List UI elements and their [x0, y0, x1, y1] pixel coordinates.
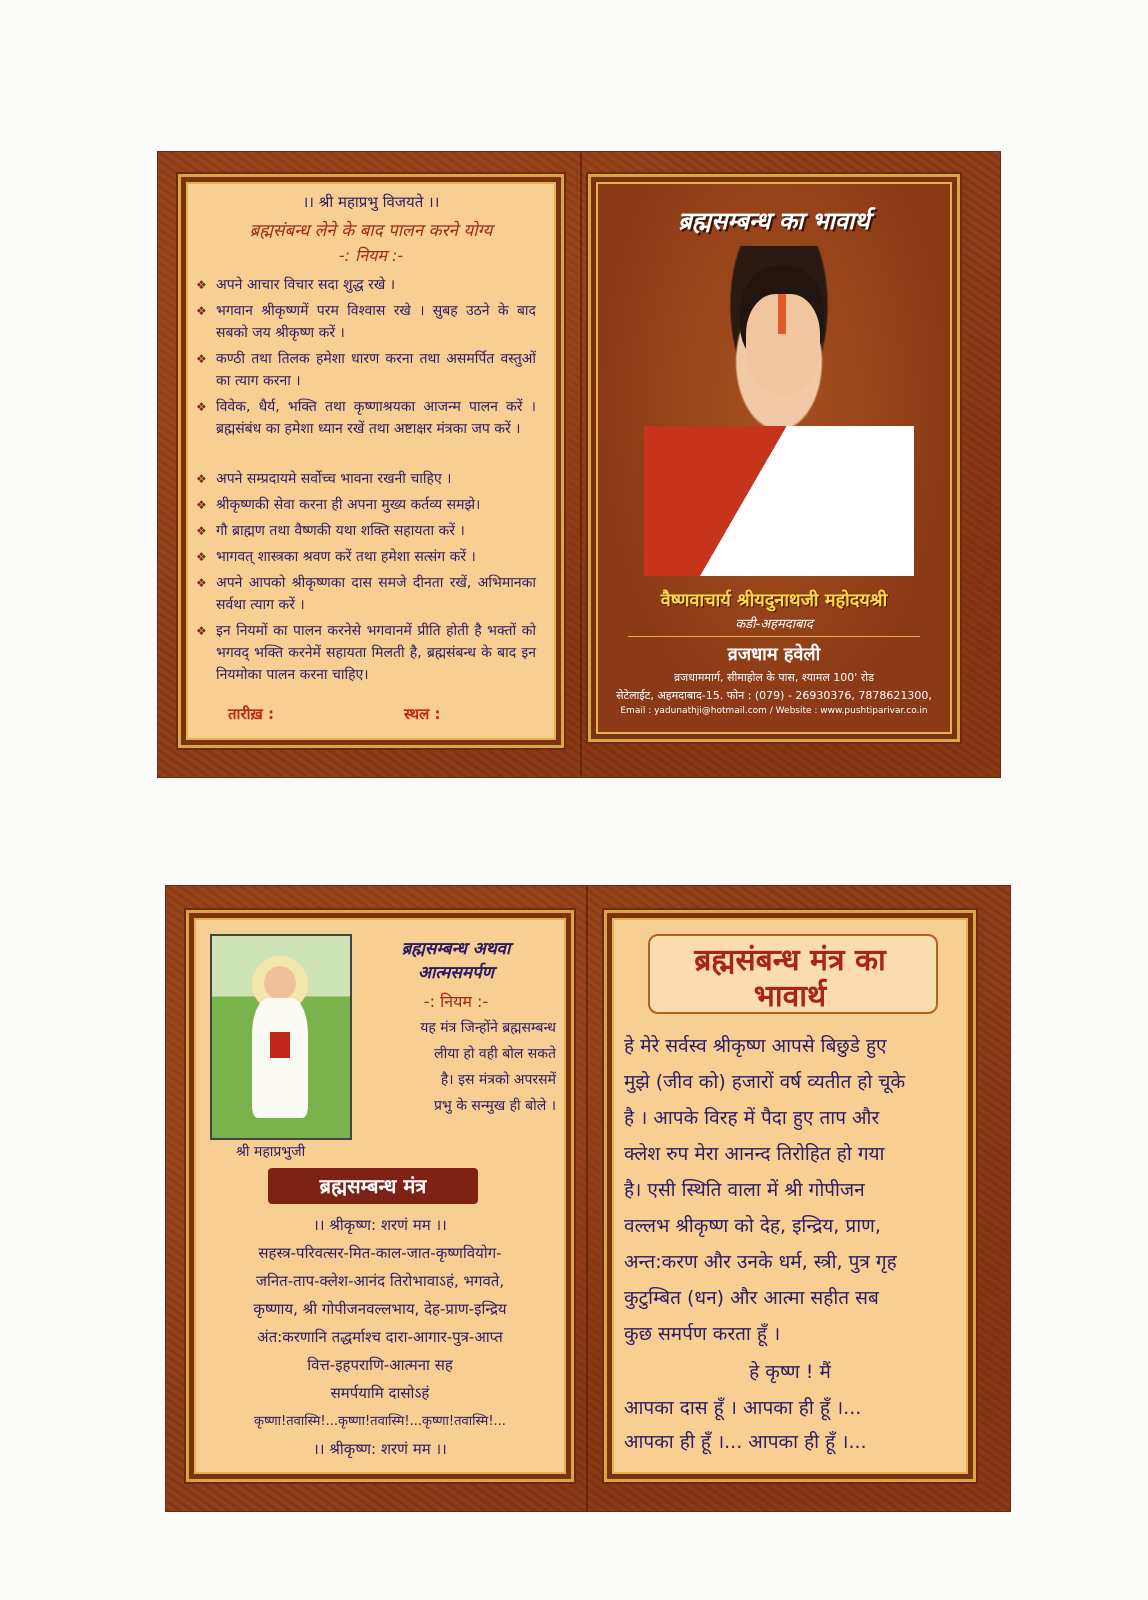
mantra-title-badge: [268, 1168, 478, 1204]
rule-item: ❖ अपने सम्प्रदायमे सर्वोच्च भावना रखनी चाहिए ।: [196, 468, 536, 490]
diamond-bullet-icon: ❖: [196, 304, 207, 318]
meaning-line: है । आपके विरह में पैदा हुए ताप और: [624, 1107, 880, 1129]
niyam-subheading: -: नियम :-: [423, 992, 489, 1011]
fold-line: [586, 886, 588, 1511]
mahaprabhuji-image: [210, 934, 352, 1140]
mantra-line: सहस्त्र-परिवत्सर-मित-काल-जात-कृष्णवियोग-: [258, 1244, 502, 1262]
rule-item: ❖ भगवान श्रीकृष्णमें परम विश्वास रखे । सुबह उठने के बाद सबको जय श्रीकृष्ण करें ।: [196, 300, 536, 344]
mantra-line: जनित-ताप-क्लेश-आनंद तिरोभावाऽहं, भगवते,: [255, 1272, 505, 1290]
portrait-photo: [644, 246, 914, 576]
date-label: तारीख़ :: [228, 705, 274, 723]
tilak-mark: [778, 294, 786, 334]
closing-center: हे कृष्ण ! मैं: [749, 1361, 831, 1383]
closing-line: आपका दास हूँ । आपका ही हूँ ।...: [624, 1397, 862, 1419]
diamond-bullet-icon: ❖: [196, 278, 207, 292]
rule-item: ❖ भागवत् शास्त्रका श्रवण करें तथा हमेशा सत्संग करें ।: [196, 546, 536, 568]
book: [270, 1032, 290, 1058]
rule-item: ❖ अपने आचार विचार सदा शुद्ध रखे ।: [196, 274, 536, 296]
para-line: यह मंत्र जिन्होंने ब्रह्मसम्बन्ध: [420, 1020, 556, 1036]
address-line-1: व्रजधाममार्ग, सीमाहोल के पास, श्यामल 100' रोड: [673, 671, 875, 684]
meaning-line: वल्लभ श्रीकृष्ण को देह, इन्द्रिय, प्राण,: [624, 1215, 881, 1237]
mantra-line: कृष्णाय, श्री गोपीजनवल्लभाय, देह-प्राण-इन्द्रिय: [253, 1300, 507, 1318]
place-label: स्थल :: [404, 705, 441, 723]
rule-item: ❖ अपने आपको श्रीकृष्णका दास समजे दीनता रखें, अभिमानका सर्वथा त्याग करें ।: [196, 572, 536, 616]
rules-subheading: -: नियम :-: [338, 246, 404, 265]
fold-line: [580, 152, 582, 777]
meaning-line: हे मेरे सर्वस्व श्रीकृष्ण आपसे बिछुडे हुए: [624, 1035, 887, 1057]
diamond-bullet-icon: ❖: [196, 550, 207, 564]
diamond-bullet-icon: ❖: [196, 624, 207, 638]
diamond-bullet-icon: ❖: [196, 576, 207, 590]
heading-line-2: आत्मसमर्पण: [418, 963, 494, 983]
rule-item: ❖ विवेक, धैर्य, भक्ति तथा कृष्णाश्रयका आजन्म पालन करें । ब्रह्मसंबंध का हमेशा ध्यान रखें तथा अष्टाक्षर मंत्रका जप करें ।: [196, 396, 536, 440]
heading-line-1: ब्रह्मसम्बन्ध अथवा: [401, 939, 511, 959]
rule-item: ❖ कण्ठी तथा तिलक हमेशा धारण करना तथा असमर्पित वस्तुओं का त्याग करना ।: [196, 348, 536, 392]
caption-mahaprabhuji: श्री महाप्रभुजी: [236, 1144, 306, 1160]
figure-face: [264, 966, 296, 1000]
divider: [628, 636, 920, 637]
figure-robe: [252, 998, 308, 1118]
rule-item: ❖ इन नियमों का पालन करनेसे भगवानमें प्रीति होती है भक्तों को भगवद् भक्ति करनेमें सहायता मिलती है, ब्रह्मसंबन्ध के बाद इन नियमोका पालन करना चाहिए।: [196, 620, 536, 686]
cover-title: ब्रह्मसम्बन्ध का भावार्थ: [678, 207, 870, 235]
bottom-card: [166, 886, 1010, 1511]
rule-item: ❖ गौ ब्राह्मण तथा वैष्णकी यथा शक्ति सहायता करें ।: [196, 520, 536, 542]
mantra-line: कृष्णा!तवास्मि!...कृष्णा!तवास्मि!...कृष्णा!तवास्मि!...: [254, 1414, 506, 1429]
mantra-line: समर्पयामि दासोऽहं: [330, 1384, 430, 1402]
acharya-name: वैष्णवाचार्य श्रीयदुनाथजी महोदयश्री: [660, 590, 888, 611]
acharya-city: कडी-अहमदाबाद: [735, 617, 813, 632]
meaning-line: अन्त:करण और उनके धर्म, स्त्री, पुत्र गृह: [624, 1251, 897, 1273]
para-line: लीया हो वही बोल सकते: [434, 1046, 556, 1062]
rule-item: ❖ श्रीकृष्णकी सेवा करना ही अपना मुख्य कर्तव्य समझे।: [196, 494, 536, 516]
meaning-line: मुझे (जीव को) हजारों वर्ष व्यतीत हो चूके: [624, 1071, 906, 1093]
meaning-title-line-2: भावार्थ: [753, 979, 827, 1014]
closing-line: आपका ही हूँ ।... आपका ही हूँ ।...: [624, 1431, 867, 1453]
shawl-and-robe: [644, 426, 914, 576]
email-website: Email : yadunathji@hotmail.com / Website : www.pushtiparivar.co.in: [620, 706, 928, 716]
haveli-name: व्रजधाम हवेली: [727, 644, 821, 665]
meaning-title-line-1: ब्रह्मसंबन्ध मंत्र का: [694, 943, 886, 978]
mantra-panel: [194, 918, 566, 1474]
meaning-line: कुछ समर्पण करता हूँ ।: [624, 1323, 781, 1345]
rules-panel: [186, 182, 556, 740]
mantra-line: ।। श्रीकृष्ण: शरणं मम ।।: [313, 1216, 447, 1234]
diamond-bullet-icon: ❖: [196, 400, 207, 414]
diamond-bullet-icon: ❖: [196, 498, 207, 512]
para-line: है। इस मंत्रको अपरसमें: [440, 1072, 556, 1088]
rules-heading: ब्रह्मसंबन्ध लेने के बाद पालन करने योग्य: [249, 221, 493, 241]
mantra-line: ।। श्रीकृष्ण: शरणं मम ।।: [313, 1440, 447, 1458]
salutation: ।। श्री महाप्रभु विजयते ।।: [302, 193, 440, 211]
meaning-line: कुटुम्बित (धन) और आत्मा सहीत सब: [624, 1287, 879, 1309]
diamond-bullet-icon: ❖: [196, 352, 207, 366]
mantra-title: ब्रह्मसम्बन्ध मंत्र: [319, 1174, 427, 1198]
meaning-line: है। एसी स्थिति वाला में श्री गोपीजन: [624, 1179, 865, 1201]
diamond-bullet-icon: ❖: [196, 472, 207, 486]
diamond-bullet-icon: ❖: [196, 524, 207, 538]
address-line-2: सेटेलाईट, अहमदाबाद-15. फोन : (079) - 26930376, 7878621300,: [616, 689, 932, 702]
top-card: [158, 152, 1000, 777]
mantra-line: अंत:करणानि तद्धर्माश्च दारा-आगार-पुत्र-आप्त: [257, 1328, 503, 1346]
mantra-line: वित्त-इहपराणि-आत्मना सह: [307, 1356, 453, 1374]
meaning-line: क्लेश रुप मेरा आनन्द तिरोहित हो गया: [624, 1143, 885, 1165]
cover-panel: [596, 182, 952, 734]
para-line: प्रभु के सन्मुख ही बोले ।: [433, 1098, 556, 1114]
meaning-panel: [612, 918, 968, 1474]
